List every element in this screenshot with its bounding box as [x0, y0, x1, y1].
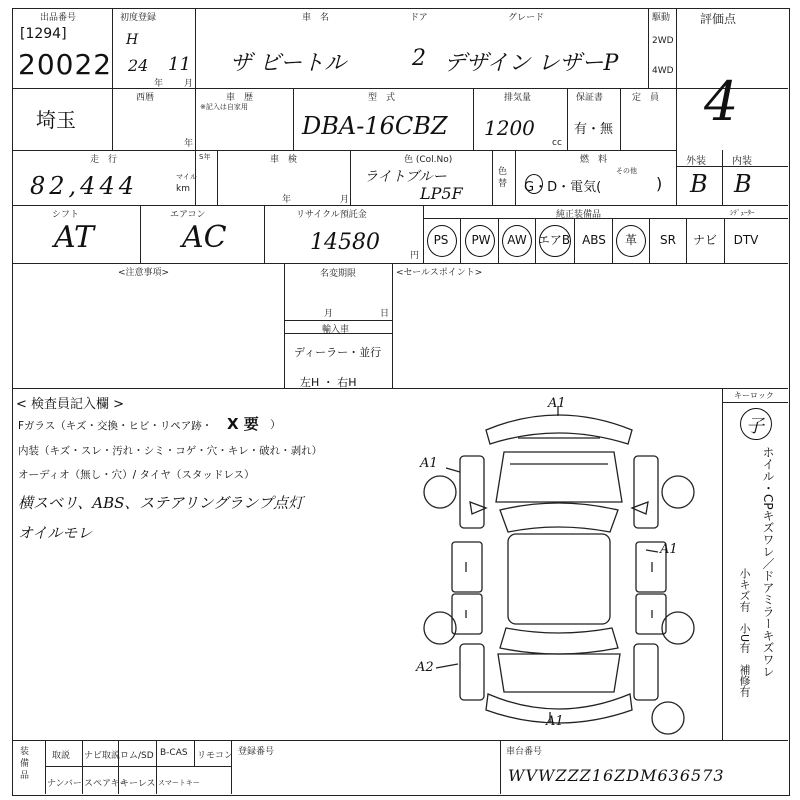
recycle-label: リサイクル預託金 — [296, 210, 367, 220]
drive-label: 駆動 — [652, 13, 671, 23]
score-value: 4 — [704, 70, 739, 133]
car-name-label: 車 名 — [302, 13, 330, 23]
options-label: 純正装備品 — [556, 210, 602, 220]
name-change-label: 名変期限 — [320, 269, 357, 279]
recycle-value: 14580 — [310, 230, 380, 255]
first-reg-label: 初度登録 — [120, 13, 157, 23]
grade-label: グレード — [508, 13, 545, 23]
lot-label: 出品番号 — [40, 13, 77, 23]
aircon-label: エアコン — [170, 210, 206, 220]
fuel-other: その他 — [616, 167, 637, 175]
registration-label: 登録番号 — [238, 747, 275, 757]
fuel-close: ) — [656, 174, 663, 193]
first-reg-month: 11 — [168, 54, 191, 75]
western-unit: 年 — [184, 139, 194, 149]
equip-number-plate: ナンバー — [47, 779, 82, 789]
color-change-label: 色替 — [498, 167, 508, 189]
inspector-note-1: 横スベリ、ABS、ステアリングランプ点灯 — [18, 494, 304, 512]
option-aw: AW — [507, 233, 527, 247]
glass-close: ） — [270, 418, 281, 431]
equip-label: 装備品 — [20, 747, 30, 781]
grade-value: デザイン レザーP — [444, 51, 619, 76]
chassis-label: 車台番号 — [506, 747, 543, 757]
car-damage-diagram — [400, 392, 716, 740]
glass-line: Fガラス（キズ・交換・ヒビ・リペア跡・ — [18, 420, 213, 432]
equip-bcas: B-CAS — [160, 748, 188, 758]
displacement-value: 1200 — [484, 116, 535, 140]
lot-number: 20022 — [18, 48, 113, 81]
color-label: 色 (Col.No) — [404, 155, 453, 165]
drive-4wd: 4WD — [652, 66, 674, 76]
color-code: LP5F — [420, 184, 463, 203]
fuel-options: G・D・電気( — [524, 180, 602, 195]
shift-label: シフト — [52, 210, 80, 220]
door-count: 2 — [412, 46, 426, 71]
option-sr: SR — [660, 233, 676, 247]
first-reg-era: H — [126, 32, 139, 48]
shaken-month-unit: 月 — [340, 195, 350, 205]
month-unit: 月 — [324, 309, 334, 319]
fuel-label: 燃 料 — [580, 155, 608, 165]
audio-line: オーディオ（無し・穴）/ タイヤ（スタッドレス） — [18, 469, 255, 481]
mileage-unit-km: km — [176, 184, 190, 194]
inspector-note-2: オイルモレ — [18, 524, 93, 542]
region: 埼玉 — [36, 108, 76, 132]
shift-value: AT — [54, 220, 95, 255]
interior-label: 内装 — [732, 156, 752, 167]
shaken-label: 車 検 — [270, 155, 298, 165]
dealer-label: ディーラー・並行 — [294, 346, 382, 359]
option-airbag: エアB — [537, 233, 571, 247]
option-navi: ナビ — [692, 233, 717, 247]
interior-value: B — [734, 170, 752, 198]
first-reg-year-unit: 年 — [154, 79, 164, 89]
car-name: ザ ビートル — [230, 51, 347, 76]
mileage-label: 走 行 — [90, 155, 118, 165]
circle-leather — [616, 225, 646, 257]
warranty-value: 有・無 — [574, 122, 614, 137]
damage-mark-rear: A1 — [546, 714, 564, 729]
lot-bracket: [1294] — [20, 26, 67, 42]
circle-airbag — [539, 225, 571, 257]
option-leather: 革 — [624, 233, 637, 247]
option-ps: PS — [433, 233, 449, 247]
circle-pw — [465, 225, 495, 257]
fuel-g-circle — [525, 174, 543, 194]
key-mark: 子 — [746, 416, 764, 437]
door-label: ドア — [410, 13, 428, 23]
import-label: 輸入車 — [322, 325, 350, 335]
inspection-label: 車 歴 — [226, 93, 254, 103]
option-dtv: DTV — [733, 233, 759, 247]
day-unit: 日 — [380, 309, 390, 319]
glass-x: X 要 — [227, 415, 259, 433]
damage-mark-left-front: A1 — [420, 456, 438, 471]
circle-ps — [427, 225, 457, 257]
exterior-label: 外装 — [686, 156, 706, 167]
warranty-label: 保証書 — [576, 93, 604, 103]
damage-mark-left-rear: A2 — [416, 660, 434, 675]
displacement-unit: cc — [552, 138, 562, 148]
sales-point-label: <セールスポイント> — [396, 268, 483, 278]
model-value: DBA-16CBZ — [302, 112, 448, 140]
damage-legend-vertical-2: 小キズ有 小U有 補修有 — [738, 568, 751, 698]
drive-2wd: 2WD — [652, 36, 674, 46]
inspector-title: < 検査員記入欄 > — [16, 397, 125, 412]
capacity-label: 定 員 — [632, 93, 660, 103]
exterior-value: B — [690, 170, 708, 198]
score-label: 評価点 — [700, 12, 737, 26]
interior-line: 内装（キズ・スレ・汚れ・シミ・コゲ・穴・キレ・破れ・剥れ） — [18, 445, 323, 457]
inspection-note: ※記入は自家用 — [200, 103, 248, 111]
western-label: 西暦 — [136, 93, 155, 103]
caution-label: <注意事項> — [118, 268, 170, 278]
first-reg-month-unit: 月 — [184, 79, 194, 89]
digital-label: ｼﾃﾞｭｰﾀｰ — [730, 209, 755, 217]
equip-remote: リモコン — [197, 751, 234, 761]
equip-keyless: キーレス — [120, 779, 156, 789]
steering-label: 左H ・ 右H — [300, 376, 357, 389]
recycle-unit: 円 — [410, 251, 420, 261]
equip-navi-manual: ナビ取説 — [84, 751, 121, 761]
equip-smart-key: スマートキー — [158, 779, 200, 787]
displacement-label: 排気量 — [504, 93, 532, 103]
option-abs: ABS — [582, 233, 606, 247]
aircon-value: AC — [182, 220, 227, 255]
shaken-year-unit: 年 — [282, 195, 292, 205]
model-label: 型 式 — [368, 93, 396, 103]
circle-aw — [502, 225, 532, 257]
damage-mark-right: A1 — [660, 542, 678, 557]
damage-mark-front: A1 — [548, 396, 566, 411]
mileage-value: 82,444 — [30, 172, 138, 200]
damage-legend-vertical: ホイル・CPキズワレ／ドアミラーキズワレ — [761, 446, 775, 678]
mileage-unit-mile: マイル — [176, 173, 197, 181]
s-label: S年 — [199, 153, 211, 161]
first-reg-year: 24 — [128, 56, 149, 75]
equip-rom-sd: ロム/SD — [120, 751, 154, 761]
chassis-number: WVWZZZ16ZDM636573 — [508, 766, 725, 785]
equip-spare-key: スペアキー — [84, 779, 129, 789]
equip-manual: 取説 — [52, 751, 71, 761]
keylock-label: キーロック — [734, 391, 774, 400]
option-pw: PW — [471, 233, 491, 247]
color-name: ライトブルー — [364, 169, 447, 185]
